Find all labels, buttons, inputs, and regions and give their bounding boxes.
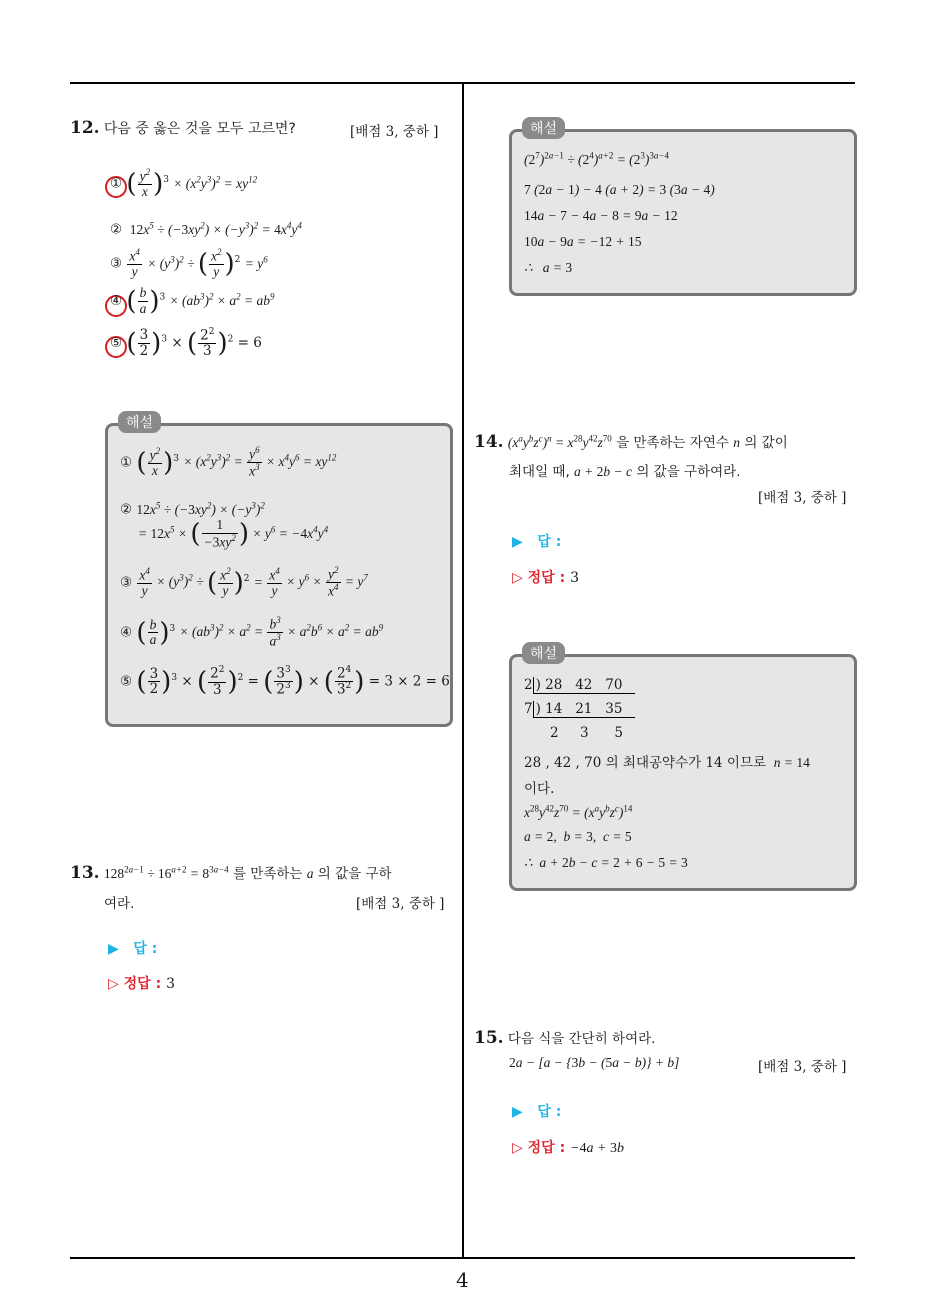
q13-explanation-box bbox=[509, 129, 857, 296]
q12-header bbox=[70, 118, 296, 138]
q13-text-line2: 여라. bbox=[104, 896, 135, 912]
q13-answer-row[interactable] bbox=[108, 938, 157, 958]
q15-number: 15. bbox=[474, 1028, 504, 1048]
option-number: ② bbox=[110, 221, 123, 238]
play-icon: ▶ bbox=[512, 1104, 523, 1120]
column-divider bbox=[462, 82, 464, 1259]
option-number: ① bbox=[110, 175, 123, 192]
q14-correct-value: 3 bbox=[570, 570, 579, 586]
q14-number: 14. bbox=[474, 432, 504, 452]
q14-exp-5: ∴ a + 2b − c = 2 + 6 − 5 = 3 bbox=[524, 855, 688, 870]
q14-line2: 최대일 때, a + 2b − c 의 값을 구하여라. bbox=[509, 464, 741, 480]
q12-explain-tag: 해설 bbox=[118, 411, 161, 433]
option-number: ⑤ bbox=[110, 335, 123, 352]
q13-exp-2: 7 (2a − 1) − 4 (a + 2) = 3 (3a − 4) bbox=[524, 182, 715, 197]
q15-correct-value: −4a + 3b bbox=[570, 1141, 624, 1156]
q12-option-4[interactable]: ④ ( $\frac{b}{a}$ )$^3 \times (ab^3)^2 \times a^2 = ab^9$ bbox=[110, 285, 275, 317]
q14-exp-div3: 2 3 5 bbox=[550, 725, 623, 741]
play-icon: ▶ bbox=[512, 534, 523, 550]
q14-exp-4: a = 2, b = 3, c = 5 bbox=[524, 829, 632, 844]
q14-text-line2b: 의 값을 구하여라. bbox=[636, 464, 741, 480]
q14-header: 14. $(x^ay^bz^c)^n = x^{28}y^{42}z^{70}$ 을 만족하는 자연수 n 의 값이 bbox=[474, 432, 788, 452]
q14-exp-text1: 28 , 42 , 70 의 최대공약수가 14 이므로 n = 14 bbox=[524, 755, 810, 771]
q12-text: 다음 중 옳은 것을 모두 고르면? bbox=[103, 121, 296, 137]
q12-option-5[interactable]: ⑤ ( $\frac{3}{2}$ )$^3$ × ( $\frac{2^2}{3}$ )$^2$ = 6 bbox=[110, 327, 262, 360]
q13-correct-row bbox=[108, 973, 175, 993]
q14-exp-div2: 7 ) 14 21 35 bbox=[524, 701, 635, 717]
q14-explain-tag: 해설 bbox=[522, 642, 565, 664]
play-icon: ▶ bbox=[108, 941, 119, 957]
q15-correct-label: 정답 : bbox=[527, 1140, 566, 1156]
q13-header: 13. $128^{2a-1} \div 16^{a+2} = 8^{3a-4}$ 를 만족하는 a 의 값을 구하 bbox=[70, 863, 392, 883]
q14-correct-row bbox=[512, 567, 579, 587]
q13-text-b: 의 값을 구하 bbox=[317, 866, 392, 882]
q14-text-a: 을 만족하는 자연수 bbox=[616, 435, 729, 451]
q13-number: 13. bbox=[70, 863, 100, 883]
q14-exp-div1: 2 ) 28 42 70 bbox=[524, 677, 635, 693]
q15-answer-label: 답 : bbox=[537, 1104, 562, 1120]
q12-number: 12. bbox=[70, 118, 100, 138]
q14-answer-row[interactable] bbox=[512, 531, 561, 551]
q14-exp-3: $x^{28}y^{42}z^{70} = (x^ay^bz^c)^{14}$ bbox=[524, 803, 633, 820]
option-number: ③ bbox=[110, 255, 123, 272]
triangle-outline-icon: ▷ bbox=[512, 1140, 523, 1156]
q13-exp-5: ∴ a = 3 bbox=[524, 260, 573, 275]
q15-meta: [배점 3, 중하 ] bbox=[758, 1059, 847, 1075]
q15-header bbox=[474, 1027, 655, 1048]
q14-explanation-box bbox=[509, 654, 857, 891]
option-number: ④ bbox=[110, 292, 123, 309]
q13-answer-label: 답 : bbox=[133, 941, 158, 957]
q12-option-1[interactable]: ① ( $\frac{y^2}{x}$ )$^3 \times (x^2y^3)^2 = xy^{12}$ bbox=[110, 167, 258, 200]
q13-meta: [배점 3, 중하 ] bbox=[356, 896, 445, 912]
q15-text: 다음 식을 간단히 하여라. bbox=[507, 1031, 656, 1047]
q12-option-3[interactable]: ③ $\frac{x^4}{y}$ × $(y^3)^2$ ÷ ( $\frac{x^2}{y}$ )$^2 = y^6$ bbox=[110, 247, 268, 280]
q13-correct-label: 정답 : bbox=[123, 976, 162, 992]
q12-exp-5: ⑤ ( $\frac{3}{2}$ )$^3$ × ( $\frac{2^2}{3}$ )$^2$ = ( $\frac{3^3}{2^3}$ ) × ( $\frac{2^4}{3^2}$ ) = 3 × 2 = 6 bbox=[120, 665, 450, 698]
q12-exp-1: ① ( $\frac{y^2}{x}$ )$^3 \times (x^2y^3)^2$ = $\frac{y^6}{x^3}$ × $x^4y^6 = xy^{12}$ bbox=[120, 445, 337, 479]
q14-answer-label: 답 : bbox=[537, 534, 562, 550]
triangle-outline-icon: ▷ bbox=[108, 976, 119, 992]
q13-text-a: 를 만족하는 bbox=[232, 866, 303, 882]
q12-exp-4: ④ ( $\frac{b}{a}$ )$^3 \times (ab^3)^2 \times a^2$ = $\frac{b^3}{a^3}$ × $a^2b^6 \times a^2 = ab^9$ bbox=[120, 615, 384, 649]
q14-exp-text2: 이다. bbox=[524, 781, 555, 797]
q13-correct-value: 3 bbox=[166, 976, 175, 992]
q12-exp-2b: = $12x^5$ × ( $\frac{1}{-3xy^2}$ ) × $y^6 = -4x^4y^4$ bbox=[138, 517, 329, 550]
q14-text-line2a: 최대일 때, bbox=[509, 464, 570, 480]
q12-exp-2a: ② $12x^5 \div (-3xy^2) \times (-y^3)^2$ bbox=[120, 500, 265, 518]
q13-exp-1: $(2^7)^{2a-1} \div (2^4)^{a+2} = (2^3)^{3a-4}$ bbox=[524, 150, 669, 167]
q15-correct-row bbox=[512, 1137, 624, 1157]
q13-explain-tag: 해설 bbox=[522, 117, 565, 139]
q12-exp-3: ③ $\frac{x^4}{y}$ × $(y^3)^2$ ÷ ( $\frac{x^2}{y}$ )$^2$ = $\frac{x^4}{y}$ × $y^6$ × $\frac{y^2}{x^4}$ = $y^7$ bbox=[120, 565, 368, 599]
q12-option-2[interactable]: ② $12x^5 \div (-3xy^2) \times (-y^3)^2 = 4x^4y^4$ bbox=[110, 220, 302, 238]
q14-correct-label: 정답 : bbox=[527, 570, 566, 586]
q12-meta: [배점 3, 중하 ] bbox=[350, 124, 439, 140]
q15-answer-row[interactable] bbox=[512, 1101, 561, 1121]
q13-exp-4: 10a − 9a = −12 + 15 bbox=[524, 234, 642, 249]
q13-exp-3: 14a − 7 − 4a − 8 = 9a − 12 bbox=[524, 208, 678, 223]
q15-expression: 2a − [a − {3b − (5a − b)} + b] bbox=[509, 1055, 680, 1070]
q14-exp-text1-label: 28 , 42 , 70 의 최대공약수가 14 이므로 bbox=[524, 755, 767, 771]
q14-text-b: 의 값이 bbox=[744, 435, 788, 451]
q12-explanation-box bbox=[105, 423, 453, 727]
page-number: 4 bbox=[456, 1268, 469, 1292]
triangle-outline-icon: ▷ bbox=[512, 570, 523, 586]
q14-meta: [배점 3, 중하 ] bbox=[758, 490, 847, 506]
